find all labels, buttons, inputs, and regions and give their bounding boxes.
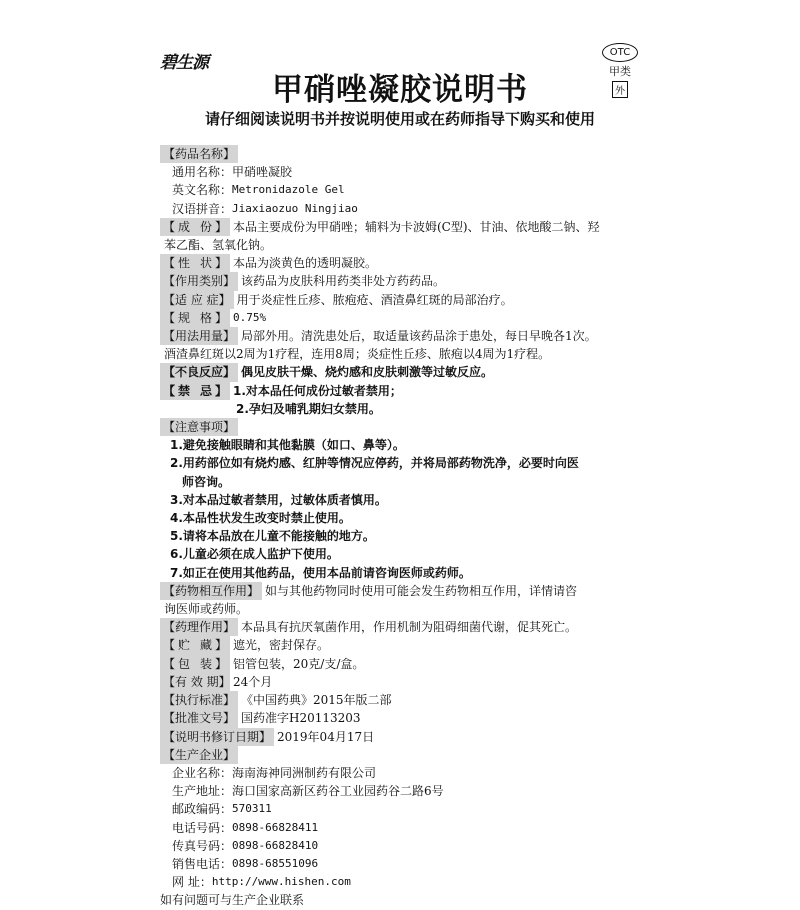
list-item: 3.对本品过敏者禁用，过敏体质者慎用。 [170, 492, 387, 507]
website-label: 网 址： [172, 875, 212, 890]
list-item: 5.请将本品放在儿童不能接触的地方。 [170, 529, 375, 544]
package-value: 铝管包装，20克/支/盒。 [233, 656, 365, 671]
company-name-label: 企业名称： [172, 765, 233, 780]
section-category: 【作用类别】 [160, 272, 238, 290]
pinyin-label: 汉语拼音： [172, 201, 233, 216]
otc-class: 甲类 [609, 65, 631, 78]
list-item: 4.本品性状发生改变时禁止使用。 [170, 511, 351, 526]
section-ingredients: 【成 份】 [160, 218, 230, 236]
pharmacology-value: 本品具有抗厌氧菌作用，作用机制为阻碍细菌代谢，促其死亡。 [241, 620, 578, 635]
section-validity: 【有 效 期】 [160, 673, 230, 691]
category-value: 该药品为皮肤科用药类非处方药药品。 [241, 274, 446, 289]
validity-value: 24个月 [233, 674, 273, 689]
interaction-value-1: 如与其他药物同时使用可能会发生药物相互作用，详情请咨 [265, 583, 578, 598]
section-contraindications: 【禁 忌】 [160, 382, 230, 400]
section-manufacturer: 【生产企业】 [160, 746, 238, 764]
common-name-value: 甲硝唑凝胶 [232, 165, 293, 180]
address-label: 生产地址： [172, 784, 233, 799]
phone-value: 0898-66828411 [232, 820, 319, 834]
approval-value: 国药准字H20113203 [241, 711, 361, 726]
revision-value: 2019年04月17日 [277, 729, 375, 744]
section-spec: 【规 格】 [160, 309, 230, 327]
list-item: 2.用药部位如有烧灼感、红肿等情况应停药，并将局部药物洗净，必要时向医 [170, 456, 579, 471]
contra-value-2: 2.孕妇及哺乳期妇女禁用。 [236, 401, 381, 416]
ingredients-value-2: 苯乙酯、氢氧化钠。 [164, 238, 273, 253]
phone-label: 电话号码： [172, 820, 233, 835]
section-precautions: 【注意事项】 [160, 418, 238, 436]
interaction-value-2: 询医师或药师。 [164, 602, 249, 617]
list-item: 1.避免接触眼睛和其他黏膜（如口、鼻等）。 [170, 438, 405, 453]
storage-value: 遮光，密封保存。 [233, 638, 330, 653]
page-subtitle: 请仔细阅读说明书并按说明使用或在药师指导下购买和使用 [204, 110, 595, 128]
leaflet-content [160, 145, 650, 910]
list-item: 6.儿童必须在成人监护下使用。 [170, 547, 339, 562]
brand-logo: 碧生源 [160, 53, 208, 73]
section-usage: 【用法用量】 [160, 327, 238, 345]
list-item: 7.如正在使用其他药品，使用本品前请咨询医师或药师。 [170, 565, 471, 580]
indication-value: 用于炎症性丘疹、脓疱疮、酒渣鼻红斑的局部治疗。 [236, 292, 513, 307]
adverse-value: 偶见皮肤干燥、烧灼感和皮肤刺激等过敏反应。 [241, 365, 494, 380]
usage-value-1: 局部外用。清洗患处后，取适量该药品涂于患处，每日早晚各1次。 [241, 329, 597, 344]
usage-value-2: 酒渣鼻红斑以2周为1疗程，连用8周；炎症性丘疹、脓疱以4周为1疗程。 [164, 347, 551, 362]
character-value: 本品为淡黄色的透明凝胶。 [233, 256, 378, 271]
spec-value: 0.75% [233, 310, 267, 324]
sales-phone-value: 0898-68551096 [232, 856, 319, 870]
section-revision-date: 【说明书修订日期】 [160, 728, 274, 746]
section-standard: 【执行标准】 [160, 691, 238, 709]
section-pharmacology: 【药理作用】 [160, 618, 238, 636]
english-name-label: 英文名称： [172, 183, 233, 198]
precautions-list [160, 436, 650, 582]
ingredients-value-1: 本品主要成份为甲硝唑；辅料为卡波姆(C型)、甘油、依地酸二钠、羟 [233, 219, 600, 234]
section-storage: 【贮 藏】 [160, 636, 230, 654]
section-package: 【包 装】 [160, 655, 230, 673]
page-title: 甲硝唑凝胶说明书 [272, 72, 528, 108]
fax-label: 传真号码： [172, 838, 233, 853]
address-value: 海口国家高新区药谷工业园药谷二路6号 [232, 784, 444, 799]
section-adverse: 【不良反应】 [160, 363, 238, 381]
fax-value: 0898-66828410 [232, 838, 319, 852]
sales-phone-label: 销售电话： [172, 856, 233, 871]
website-value: http://www.hishen.com [211, 875, 351, 889]
otc-label: OTC [602, 43, 638, 62]
section-interaction: 【药物相互作用】 [160, 582, 262, 600]
section-drug-name: 【药品名称】 [160, 145, 238, 163]
common-name-label: 通用名称： [172, 165, 233, 180]
postcode-value: 570311 [232, 802, 272, 816]
section-approval: 【批准文号】 [160, 709, 238, 727]
section-indication: 【适 应 症】 [160, 291, 234, 309]
company-name-value: 海南海神同洲制药有限公司 [232, 765, 377, 780]
english-name-value: Metronidazole Gel [232, 183, 345, 197]
contact-note: 如有问题可与生产企业联系 [160, 893, 305, 908]
contra-value-1: 1.对本品任何成份过敏者禁用； [233, 383, 402, 398]
pinyin-value: Jiaxiaozuo Ningjiao [232, 201, 358, 215]
postcode-label: 邮政编码： [172, 802, 233, 817]
list-item: 师咨询。 [182, 474, 231, 489]
section-character: 【性 状】 [160, 254, 230, 272]
otc-external: 外 [612, 81, 628, 98]
standard-value: 《中国药典》2015年版二部 [241, 693, 392, 708]
